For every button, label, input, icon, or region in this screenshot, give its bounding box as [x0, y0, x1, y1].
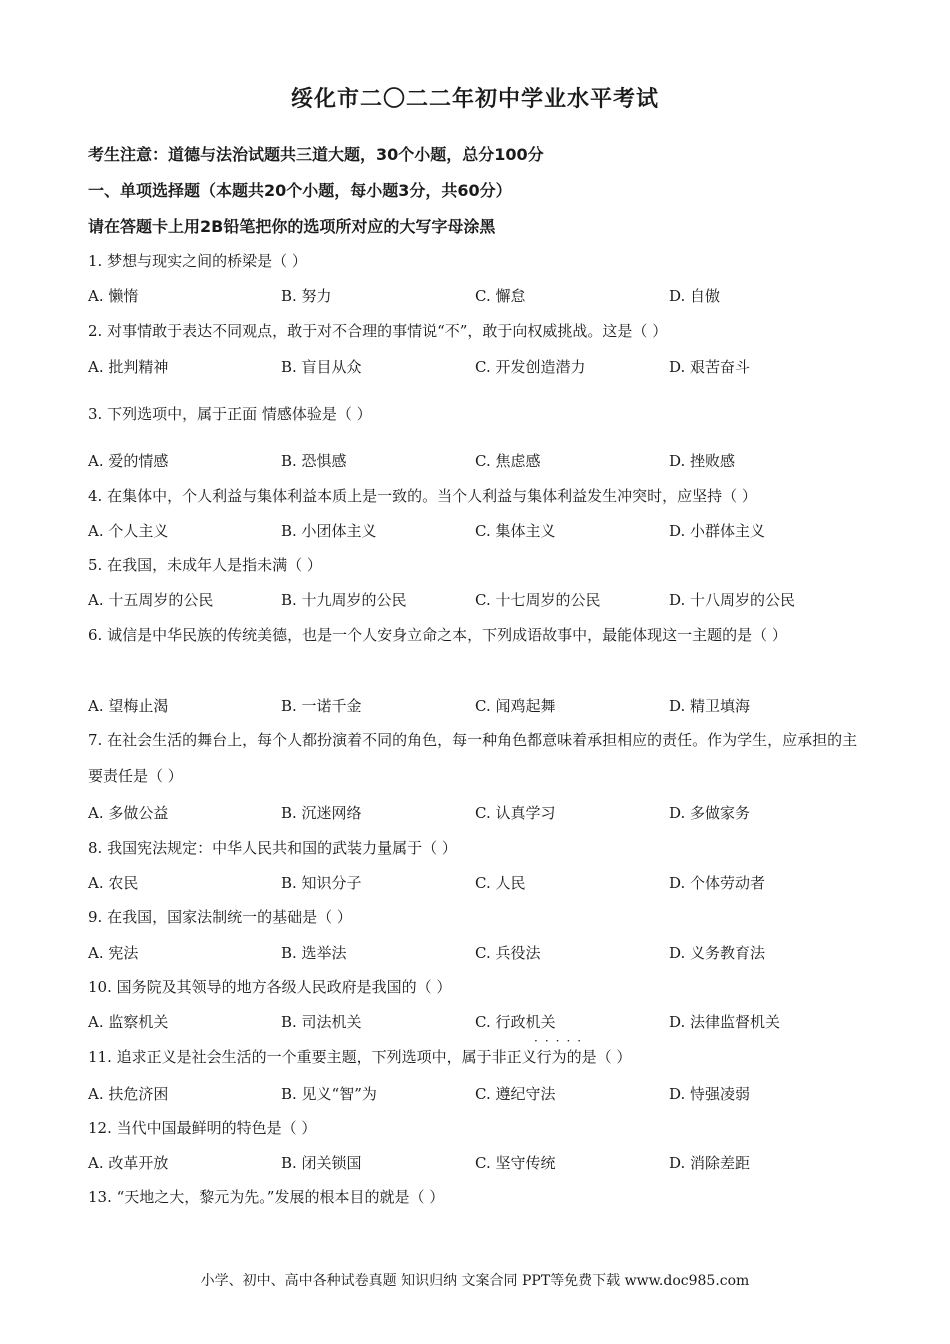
- option-a: A. 扶危济困: [88, 1085, 169, 1103]
- option-b: B. 见义“智”为: [281, 1085, 377, 1103]
- options-5: [88, 589, 868, 611]
- options-10: [88, 1011, 868, 1033]
- question-4: 4. 在集体中，个人利益与集体利益本质上是一致的。当个人利益与集体利益发生冲突时，应坚持（ ）: [88, 487, 757, 505]
- option-a: A. 宪法: [88, 944, 139, 962]
- exam-title: 绥化市二〇二二年初中学业水平考试: [290, 87, 659, 112]
- options-3: [88, 450, 868, 472]
- option-a: A. 个人主义: [88, 522, 169, 540]
- option-a: A. 懒惰: [88, 287, 139, 305]
- option-d: D. 艰苦奋斗: [669, 358, 751, 376]
- option-d: D. 十八周岁的公民: [669, 591, 796, 609]
- page-footer: 小学、初中、高中各种试卷真题 知识归纳 文案合同 PPT等免费下载 www.doc985.com: [200, 1273, 750, 1289]
- options-8: [88, 872, 868, 894]
- option-a: A. 农民: [88, 874, 139, 892]
- question-3: 3. 下列选项中，属于正面 情感体验是（ ）: [88, 405, 372, 423]
- option-a: A. 监察机关: [88, 1013, 169, 1031]
- question-11: 11. 追求正义是社会生活的一个重要主题，下列选项中，属于非正义行为的是（ ）: [88, 1048, 632, 1066]
- option-a: A. 批判精神: [88, 358, 169, 376]
- option-c: C. 人民: [475, 874, 526, 892]
- option-b: B. 闭关锁国: [281, 1154, 362, 1172]
- options-1: [88, 285, 868, 307]
- option-c: C. 十七周岁的公民: [475, 591, 601, 609]
- question-1: 1. 梦想与现实之间的桥梁是（ ）: [88, 252, 307, 270]
- question-5: 5. 在我国，未成年人是指未满（ ）: [88, 556, 322, 574]
- options-2: [88, 356, 868, 378]
- option-b: B. 十九周岁的公民: [281, 591, 407, 609]
- option-a: A. 十五周岁的公民: [88, 591, 214, 609]
- option-b: B. 沉迷网络: [281, 804, 362, 822]
- option-d: D. 小群体主义: [669, 522, 766, 540]
- options-11: [88, 1083, 868, 1105]
- question-13: 13. “天地之大，黎元为先。”发展的根本目的就是（ ）: [88, 1188, 445, 1206]
- emphasis-dots: ·····: [534, 1034, 589, 1048]
- question-9: 9. 在我国，国家法制统一的基础是（ ）: [88, 908, 352, 926]
- exam-notice: 考生注意：道德与法治试题共三道大题，30个小题，总分100分: [88, 145, 544, 164]
- option-b: B. 司法机关: [281, 1013, 362, 1031]
- option-b: B. 努力: [281, 287, 332, 305]
- option-d: D. 法律监督机关: [669, 1013, 781, 1031]
- options-12: [88, 1152, 868, 1174]
- option-b: B. 小团体主义: [281, 522, 377, 540]
- option-c: C. 开发创造潜力: [475, 358, 586, 376]
- answer-instruction: 请在答题卡上用2B铅笔把你的选项所对应的大写字母涂黑: [88, 217, 496, 236]
- option-c: C. 焦虑感: [475, 452, 541, 470]
- option-c: C. 遵纪守法: [475, 1085, 556, 1103]
- option-c: C. 坚守传统: [475, 1154, 556, 1172]
- option-d: D. 精卫填海: [669, 697, 751, 715]
- question-8: 8. 我国宪法规定：中华人民共和国的武装力量属于（ ）: [88, 839, 457, 857]
- option-a: A. 爱的情感: [88, 452, 169, 470]
- option-c: C. 集体主义: [475, 522, 556, 540]
- option-c: C. 认真学习: [475, 804, 556, 822]
- option-d: D. 消除差距: [669, 1154, 751, 1172]
- options-9: [88, 942, 868, 964]
- option-c: C. 懈怠: [475, 287, 526, 305]
- question-12: 12. 当代中国最鲜明的特色是（ ）: [88, 1119, 317, 1137]
- option-b: B. 一诺千金: [281, 697, 362, 715]
- option-a: A. 多做公益: [88, 804, 169, 822]
- question-10: 10. 国务院及其领导的地方各级人民政府是我国的（ ）: [88, 978, 452, 996]
- option-d: D. 自傲: [669, 287, 721, 305]
- option-b: B. 选举法: [281, 944, 347, 962]
- question-6: 6. 诚信是中华民族的传统美德，也是一个人安身立命之本，下列成语故事中，最能体现这一主题的是（ ）: [88, 626, 787, 644]
- option-d: D. 义务教育法: [669, 944, 766, 962]
- option-d: D. 个体劳动者: [669, 874, 766, 892]
- option-a: A. 改革开放: [88, 1154, 169, 1172]
- option-b: B. 盲目从众: [281, 358, 362, 376]
- option-a: A. 望梅止渴: [88, 697, 169, 715]
- option-d: D. 多做家务: [669, 804, 751, 822]
- options-6: [88, 695, 868, 717]
- options-4: [88, 520, 868, 542]
- option-b: B. 恐惧感: [281, 452, 347, 470]
- option-d: D. 恃强凌弱: [669, 1085, 751, 1103]
- option-c: C. 行政机关: [475, 1013, 556, 1031]
- option-d: D. 挫败感: [669, 452, 736, 470]
- question-2: 2. 对事情敢于表达不同观点，敢于对不合理的事情说“不”，敢于向权威挑战。这是（ ）: [88, 322, 668, 340]
- options-7: [88, 802, 868, 824]
- option-c: C. 兵役法: [475, 944, 541, 962]
- section-heading: 一、单项选择题（本题共20个小题，每小题3分，共60分）: [88, 181, 512, 200]
- question-7: 7. 在社会生活的舞台上，每个人都扮演着不同的角色，每一种角色都意味着承担相应的责任。作为学生，应承担的主要责任是（ ）: [88, 731, 858, 785]
- option-b: B. 知识分子: [281, 874, 362, 892]
- option-c: C. 闻鸡起舞: [475, 697, 556, 715]
